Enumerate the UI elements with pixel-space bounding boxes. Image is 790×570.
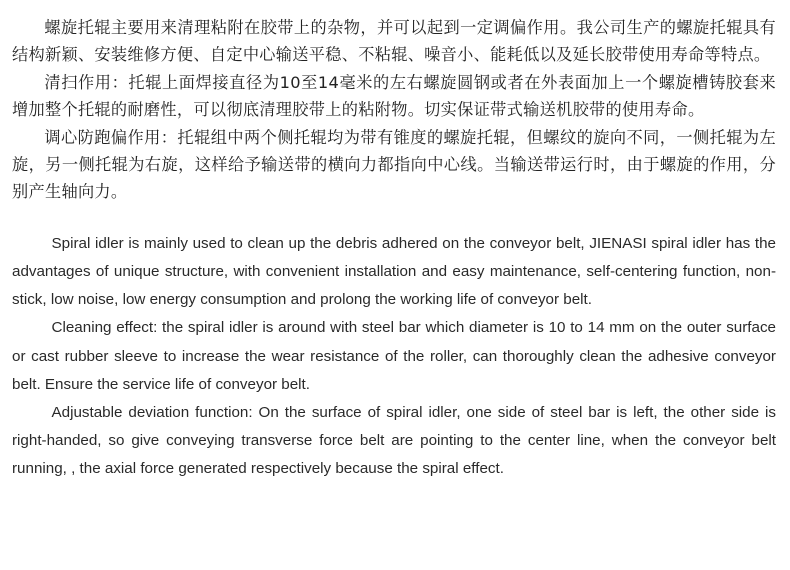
chinese-section	[12, 14, 776, 206]
chinese-paragraph-deviation: 调心防跑偏作用：托辊组中两个侧托辊均为带有锥度的螺旋托辊，但螺纹的旋向不同，一侧托辊为左旋，另一侧托辊为右旋，这样给予输送带的横向力都指向中心线。当输送带运行时，由于螺旋的作用，分别产生轴向力。	[12, 127, 776, 202]
chinese-paragraph-cleaning: 清扫作用：托辊上面焊接直径为10至14毫米的左右螺旋圆钢或者在外表面加上一个螺旋槽铸胶套来增加整个托辊的耐磨性，可以彻底清理胶带上的粘附物。切实保证带式输送机胶带的使用寿命。	[12, 72, 776, 120]
chinese-paragraph-intro: 螺旋托辊主要用来清理粘附在胶带上的杂物，并可以起到一定调偏作用。我公司生产的螺旋托辊具有结构新颖、安装维修方便、自定中心输送平稳、不粘辊、噪音小、能耗低以及延长胶带使用寿命等特点。	[12, 18, 776, 65]
english-paragraph-intro: Spiral idler is mainly used to clean up the debris adhered on the conveyor belt, JIENASI spiral idler has the advantages of unique structure, with convenient installation and easy maintenance, self-centering function, non-stick, low noise, low energy consumption and prolong the working life of conveyor belt.	[12, 234, 776, 309]
english-section	[12, 230, 776, 484]
english-paragraph-cleaning: Cleaning effect: the spiral idler is around with steel bar which diameter is 10 to 14 mm on the outer surface or cast rubber sleeve to increase the wear resistance of the roller, can thoroughly clean the adhesive conveyor belt. Ensure the service life of conveyor belt.	[12, 319, 776, 393]
english-paragraph-deviation: Adjustable deviation function: On the surface of spiral idler, one side of steel bar is left, the other side is right-handed, so give conveying transverse force belt are pointing to the center line, when the conveyor belt running, , the axial force generated respectively because the spiral effect.	[12, 404, 776, 478]
